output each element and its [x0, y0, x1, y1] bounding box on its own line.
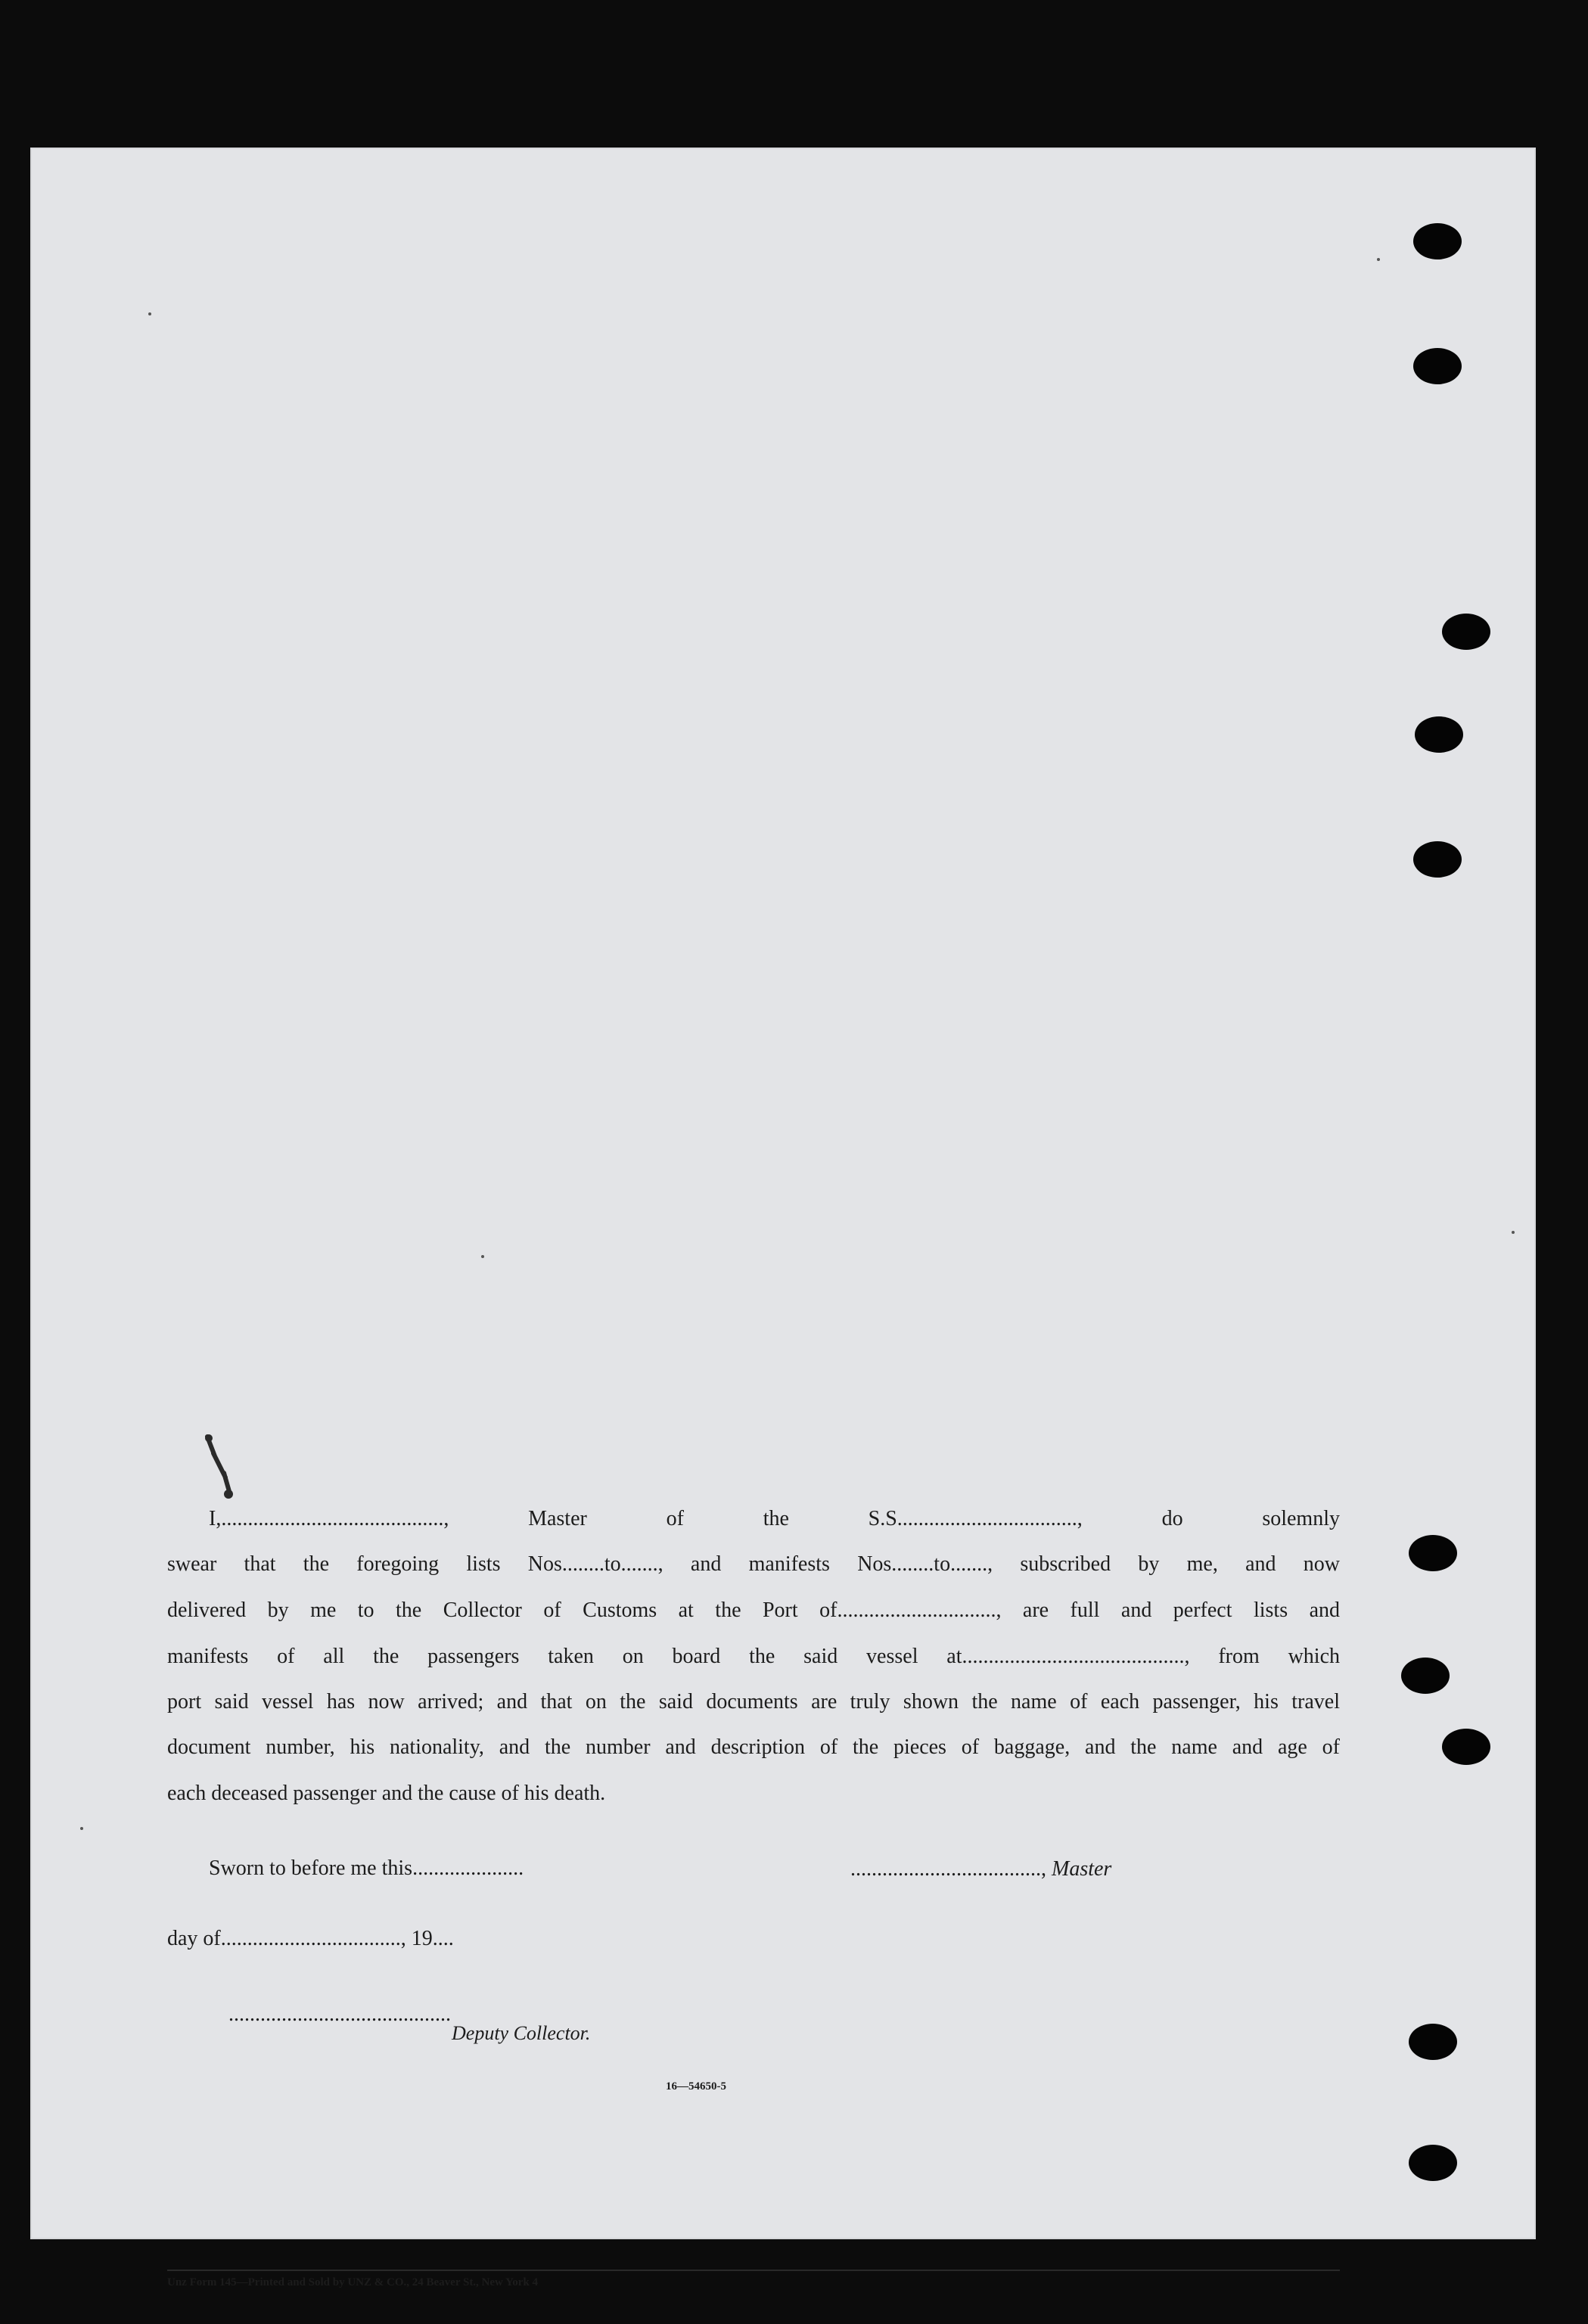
pin-mark	[203, 1434, 241, 1502]
form-number: 16—54650-5	[666, 2080, 726, 2093]
punch-hole	[1401, 1658, 1450, 1694]
punch-hole	[1413, 348, 1462, 384]
punch-hole	[1409, 2145, 1457, 2181]
scan-speck	[1377, 258, 1380, 261]
scan-speck	[481, 1255, 484, 1258]
day-of-line: day of.................................., 19....	[167, 1927, 454, 1950]
oath-line-7: each deceased passenger and the cause of his death.	[167, 1782, 606, 1805]
punch-hole	[1409, 2024, 1457, 2060]
oath-line-5: port said vessel has now arrived; and that on the said documents are truly shown the name of each passenger, his travel	[167, 1690, 1340, 1713]
oath-line-1: I,.........................................., Master of the S.S.................................., do solemnly	[209, 1507, 1340, 1530]
punch-hole	[1413, 841, 1462, 878]
sworn-line: Sworn to before me this.....................	[209, 1856, 524, 1880]
punch-hole	[1413, 223, 1462, 259]
oath-line-2: swear that the foregoing lists Nos........to......., and manifests Nos........to......., subscribed by me, and now	[167, 1552, 1340, 1576]
master-dots: ....................................,	[850, 1857, 1046, 1881]
punch-hole	[1442, 614, 1490, 650]
scan-speck	[1512, 1231, 1515, 1234]
deputy-collector-label: Deputy Collector.	[452, 2022, 591, 2044]
manifest-form-sheet	[30, 148, 1536, 2288]
oath-line-4: manifests of all the passengers taken on board the said vessel at.........................................., from which	[167, 1645, 1340, 1668]
punch-hole	[1415, 716, 1463, 753]
oath-line-3: delivered by me to the Collector of Customs at the Port of.............................., are full and perfect lists and	[167, 1599, 1340, 1622]
master-signature-line	[850, 1857, 1111, 1881]
scan-speck	[80, 1827, 83, 1830]
scan-speck	[148, 312, 151, 315]
printer-imprint: Unz Form 145—Printed and Sold by UNZ & CO., 24 Beaver St., New York 4	[167, 2276, 538, 2288]
deputy-dots: ..........................................	[228, 2002, 451, 2026]
oath-line-6: document number, his nationality, and the number and description of the pieces of baggage, and the name and age of	[167, 1735, 1340, 1759]
footer-rule	[167, 2270, 1340, 2271]
master-label: Master	[1052, 1857, 1112, 1881]
punch-hole	[1442, 1729, 1490, 1765]
punch-hole	[1409, 1535, 1457, 1571]
